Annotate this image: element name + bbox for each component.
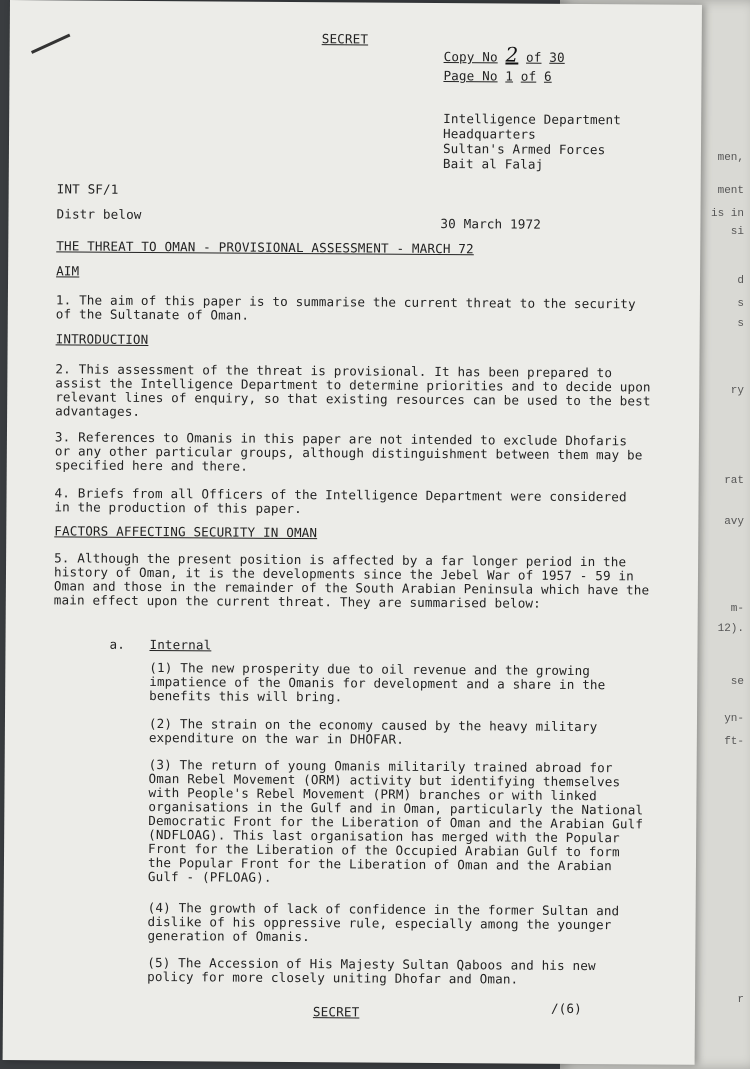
page-number: Page No 1 of 6 bbox=[443, 68, 552, 84]
classification-top: SECRET bbox=[321, 31, 369, 47]
back-fragment: r bbox=[737, 994, 744, 1006]
address-line: Sultan's Armed Forces bbox=[442, 141, 606, 158]
back-fragment: s bbox=[737, 318, 744, 330]
paragraph-5: 5. Although the present position is affected by a far longer period in the history of Oman, it is the developments since the Jebel War of 1957 - 59 in Oman and those in the remainder of the South Arabian Peninsula which have the main effect upon the current threat. They are summarised below: bbox=[53, 550, 650, 611]
document-title: THE THREAT TO OMAN - PROVISIONAL ASSESSMENT - MARCH 72 bbox=[56, 238, 474, 257]
classification-bottom: SECRET bbox=[312, 1004, 360, 1020]
aim-heading: AIM bbox=[56, 263, 80, 279]
reference: INT SF/1 bbox=[56, 181, 119, 197]
back-fragment: is in bbox=[710, 208, 744, 220]
internal-heading: Internal bbox=[149, 636, 212, 653]
paragraph-2: 2. This assessment of the threat is provisional. It has been prepared to assist the Intelligence Department to determine priorities and to decide upon relevant lines of enquiry, so that existing resources can be used to the best advantages. bbox=[55, 361, 651, 419]
back-fragment: si bbox=[730, 226, 744, 238]
address-line: Headquarters bbox=[443, 126, 536, 142]
back-fragment: avy bbox=[724, 516, 744, 528]
introduction-heading: INTRODUCTION bbox=[55, 331, 149, 347]
internal-item-4: (4) The growth of lack of confidence in the former Sultan and dislike of his oppressive rule, especially among the younger generation of Omanis. bbox=[147, 899, 620, 945]
document-page bbox=[3, 0, 702, 1065]
distribution: Distr below bbox=[56, 206, 142, 222]
page-continuation: /(6) bbox=[550, 1000, 582, 1017]
back-fragment: m- bbox=[730, 603, 744, 615]
address-line: Bait al Falaj bbox=[442, 156, 544, 172]
address-block bbox=[443, 111, 621, 172]
internal-item-2: (2) The strain on the economy caused by the heavy military expenditure on the war in DHOFAR. bbox=[148, 715, 598, 747]
back-fragment: yn- bbox=[724, 713, 744, 725]
back-fragment: ment bbox=[717, 185, 744, 197]
pen-mark bbox=[31, 34, 70, 54]
paragraph-1: 1. The aim of this paper is to summarise the current threat to the security of the Sultanate of Oman. bbox=[55, 292, 636, 323]
internal-item-5: (5) The Accession of His Majesty Sultan Qaboos and his new policy for more closely uniting Dhofar and Oman. bbox=[147, 954, 596, 987]
internal-label: a. bbox=[109, 636, 126, 652]
paragraph-3: 3. References to Omanis in this paper are not intended to exclude Dhofaris or any other particular groups, although distinguishment between them may be specified here and there. bbox=[54, 429, 643, 474]
back-fragment: 12). bbox=[717, 623, 744, 635]
back-fragment: d bbox=[737, 275, 744, 287]
factors-heading: FACTORS AFFECTING SECURITY IN OMAN bbox=[54, 523, 318, 541]
back-fragment: ry bbox=[730, 385, 744, 397]
internal-item-3: (3) The return of young Omanis militarily trained abroad for Oman Rebel Movement (ORM) activity but identifying themselves with People's Rebel Movement (PRM) branches or with linked organisations in the Gulf and in Oman, particularly the National Democratic Front for the Liberation of Oman and the Arabian Gulf (NDFLOAG). This last organisation has merged with the Popular Front for the Liberation of the Occupied Arabian Gulf to form the Popular Front for the Liberation of Oman and the Arabian Gulf - (PFLOAG). bbox=[147, 756, 644, 885]
back-fragment: rat bbox=[724, 475, 744, 487]
internal-item-1: (1) The new prosperity due to oil revenue and the growing impatience of the Omanis for development and a share in the benefits this will bring. bbox=[149, 659, 606, 705]
back-fragment: se bbox=[730, 676, 744, 688]
date: 30 March 1972 bbox=[440, 216, 542, 232]
back-fragment: s bbox=[737, 298, 744, 310]
address-line: Intelligence Department bbox=[443, 111, 622, 128]
paragraph-4: 4. Briefs from all Officers of the Intelligence Department were considered in the production of this paper. bbox=[54, 485, 627, 517]
back-fragment: men, bbox=[717, 152, 744, 164]
copy-number: Copy No 2 of 30 bbox=[443, 42, 565, 67]
back-fragment: ft- bbox=[724, 736, 744, 748]
